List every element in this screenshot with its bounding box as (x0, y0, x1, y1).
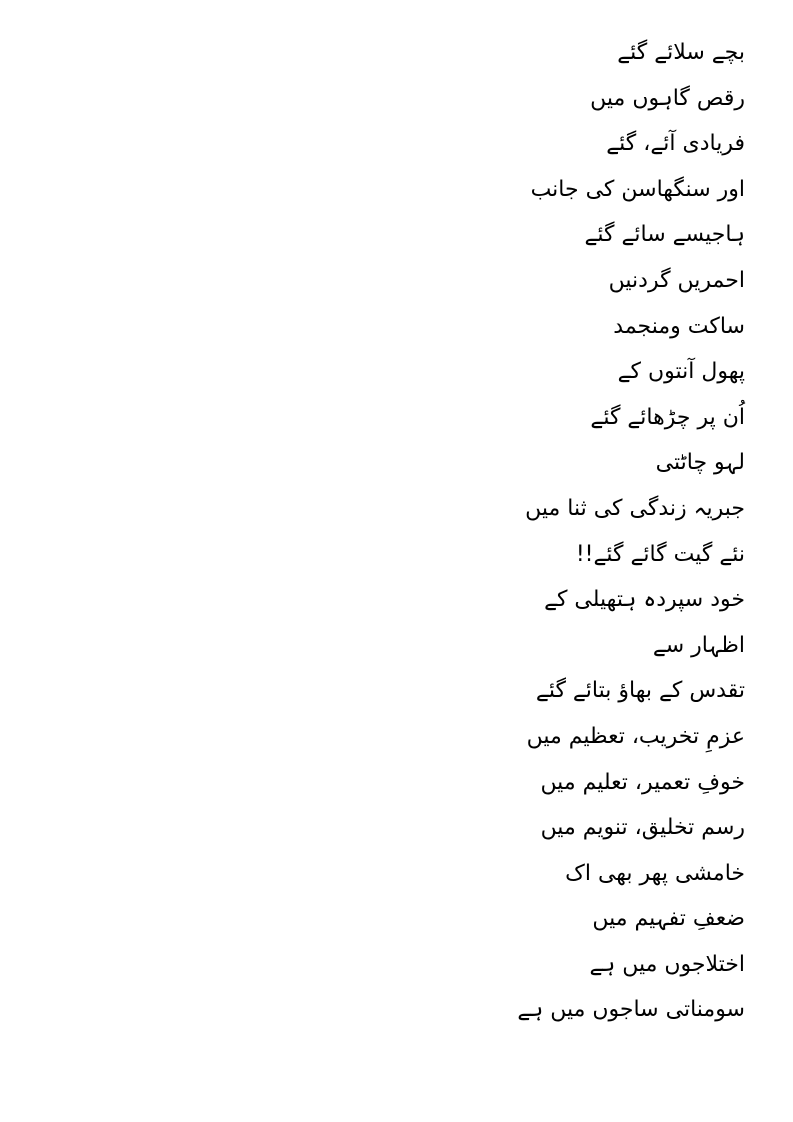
poem-line: خوفِ تعمیر، تعلیم میں (540, 769, 745, 795)
poem-line: ساکت ومنجمد (613, 313, 745, 339)
poem-line: ضعفِ تفہیم میں (592, 906, 745, 932)
poem-line: احمریں گردنیں (608, 267, 745, 293)
poem-line: سومناتی ساجوں میں ہے (517, 997, 745, 1023)
poem-line: تقدس کے بھاؤ بتائے گئے (535, 678, 745, 704)
poem-line: اُن پر چڑھائے گئے (590, 404, 745, 430)
poem-line: خامشی پھر بھی اک (565, 860, 745, 886)
poem-line: خود سپردہ ہتھیلی کے (544, 587, 745, 613)
poem-block (485, 30, 745, 1033)
poem-line: اختلاجوں میں ہے (589, 951, 745, 977)
poem-line: رقص گاہوں میں (590, 85, 745, 111)
poem-line: لہو چاٹتی (655, 450, 745, 476)
poem-line: اظہار سے (652, 632, 745, 658)
poem-line: فریادی آئے، گئے (606, 131, 745, 157)
poem-line: نئے گیت گائے گئے!! (575, 541, 745, 567)
poem-line: جبریہ زندگی کی ثنا میں (525, 495, 745, 521)
poem-line: عزمِ تخریب، تعظیم میں (526, 723, 745, 749)
poem-line: بچے سلائے گئے (617, 40, 745, 65)
poem-line: پھول آنتوں کے (617, 359, 745, 385)
poem-line: اور سنگھاسن کی جانب (530, 176, 745, 202)
poem-line: ہاجیسے سائے گئے (584, 222, 745, 248)
poem-line: رسم تخلیق، تنویم میں (540, 815, 745, 841)
